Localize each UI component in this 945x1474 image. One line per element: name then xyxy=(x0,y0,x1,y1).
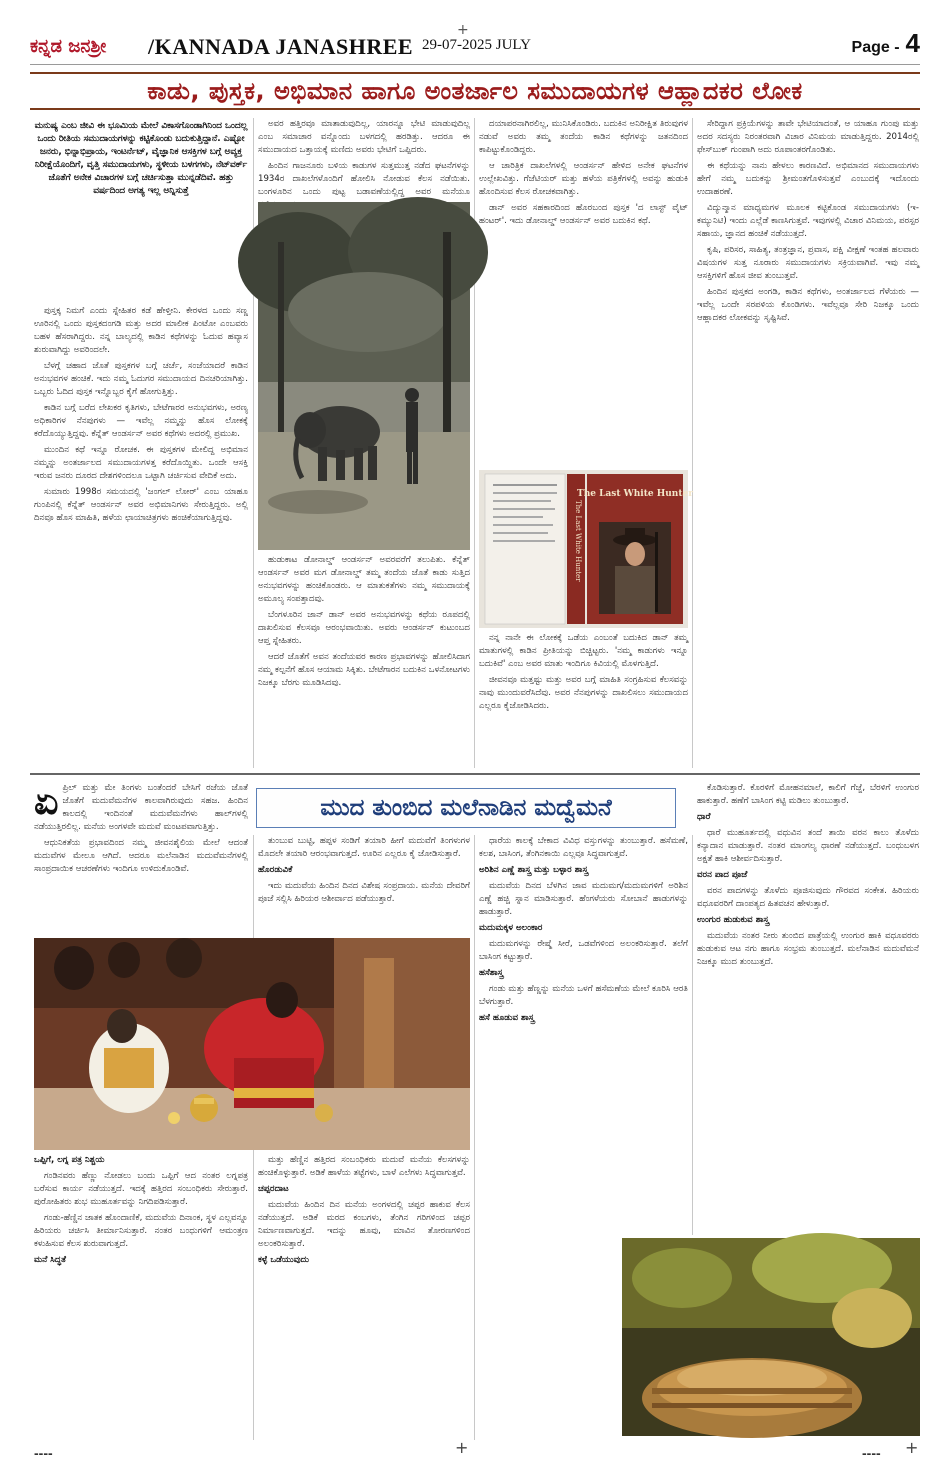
paragraph: ಮದುವೆಯ ಹಿಂದಿನ ದಿನ ಮನೆಯ ಅಂಗಳದಲ್ಲಿ ಚಪ್ಪರ ಹಾಕುವ ಕೆಲಸ ನಡೆಯುತ್ತದೆ. ಅಡಿಕೆ ಮರದ ಕಂಬಗಳು, ತೆಂಗಿನ ಗರಿಗಳಿಂದ ಚಪ್ಪರ ನಿರ್ಮಾಣವಾಗುತ್ತದೆ. ಇದನ್ನು ಹೂವು, ಮಾವಿನ ತೋರಣಗಳಿಂದ ಅಲಂಕರಿಸುತ್ತಾರೆ. xyxy=(258,1200,470,1249)
paragraph: ಡಾನ್ ಅವರ ಸಹಕಾರದಿಂದ ಹೊರಬಂದ ಪುಸ್ತಕ 'ದ ಲಾಸ್ಟ್ ವೈಟ್ ಹಂಟರ್'. ಇದು ಡೋನಾಲ್ಡ್ ಆಂಡರ್ಸನ್ ಅವರ ಬದುಕಿನ ಕಥೆ. xyxy=(479,203,688,226)
article1-column-2-top xyxy=(258,118,470,198)
paragraph-text: ಪ್ರಿಲ್ ಮತ್ತು ಮೇ ತಿಂಗಳು ಬಂತೆಂದರೆ ಬೇಸಿಗೆ ರಜೆಯ ಜೊತೆ ಜೊತೆಗೆ ಮದುವೆಮನೆಗಳ ಕಾಲವಾಗಿರುವುದು ಸಹಜ. ಹಿಂದಿನ ಕಾಲದಲ್ಲಿ ಇಂದಿನಂತೆ ಮದುವೆಮನೆಗಳು ಹಾಲ್‌ಗಳಲ್ಲಿ ನಡೆಯುತ್ತಿರಲಿಲ್ಲ. ಮನೆಯ ಅಂಗಳವೇ ಮದುವೆ ಮಂಟಪವಾಗುತ್ತಿತ್ತು. xyxy=(34,783,248,832)
book-cover-illustration xyxy=(479,470,693,628)
subheading: ಹೊರಡುವಿಕೆ xyxy=(258,865,293,875)
masthead-kannada-name: ಕನ್ನಡ ಜನಶ್ರೀ xyxy=(30,36,107,57)
elephant-forest-illustration xyxy=(258,202,470,550)
food-basket-photo xyxy=(622,1238,920,1436)
paragraph: ಮದುವೆಯ ದಿನದ ಬೆಳಗಿನ ಜಾವ ಮದುಮಗ/ಮದುಮಗಳಿಗೆ ಅರಿಶಿನ ಎಣ್ಣೆ ಹಚ್ಚಿ ಸ್ನಾನ ಮಾಡಿಸುತ್ತಾರೆ. ಹೆಂಗಳೆಯರು ಸೋಬಾನೆ ಹಾಡುಗಳನ್ನು ಹಾಡುತ್ತಾರೆ. xyxy=(479,881,688,917)
column-divider xyxy=(692,118,693,768)
paragraph: ಧಾರೆಯ ಕಾಲಕ್ಕೆ ಬೇಕಾದ ವಿವಿಧ ವಸ್ತುಗಳನ್ನು ತುಂಬುತ್ತಾರೆ. ಹಸೆಮಣೆ, ಕಲಶ, ಬಾಸಿಂಗ, ತೆಂಗಿನಕಾಯಿ ಎಲ್ಲವೂ ಸಿದ್ಧವಾಗುತ್ತವೆ. xyxy=(479,836,688,859)
paragraph: ಸುಮಾರು 1998ರ ಸಮಯದಲ್ಲಿ 'ಜಂಗಲ್ ಲೋರ್' ಎಂಬ ಯಾಹೂ ಗುಂಪಿನಲ್ಲಿ ಕೆನ್ನೆತ್ ಆಂಡರ್ಸನ್ ಅವರ ಅಭಿಮಾನಿಗಳು ಸೇರುತ್ತಿದ್ದರು. ಅಲ್ಲಿ ದಿನವೂ ಹೊಸ ಮಾಹಿತಿ, ಹಳೆಯ ಛಾಯಾಚಿತ್ರಗಳು ಹಂಚಿಕೆಯಾಗುತ್ತಿದ್ದವು. xyxy=(34,487,248,523)
paragraph: ಮತ್ತು ಹೆಣ್ಣಿನ ಹತ್ತಿರದ ಸಂಬಂಧಿಕರು ಮದುವೆ ಮನೆಯ ಕೆಲಸಗಳನ್ನು ಹಂಚಿಕೊಳ್ಳುತ್ತಾರೆ. ಅಡಿಕೆ ಹಾಳೆಯ ತಟ್ಟೆಗಳು, ಬಾಳೆ ಎಲೆಗಳು ಸಿದ್ಧವಾಗುತ್ತವೆ. xyxy=(258,1155,470,1178)
masthead-english-name xyxy=(148,34,413,60)
paragraph xyxy=(34,778,248,834)
page-label: Page - xyxy=(851,39,900,56)
paragraph: ಬೆಳಗ್ಗೆ ಚಹಾದ ಜೊತೆ ಪುಸ್ತಕಗಳ ಬಗ್ಗೆ ಚರ್ಚೆ, ಸಂಜೆಯಾದರೆ ಕಾಡಿನ ಅನುಭವಗಳ ಹಂಚಿಕೆ. ಇದು ನಮ್ಮ ಓದುಗರ ಸಮುದಾಯದ ದಿನಚರಿಯಾಗಿತ್ತು. ಒಬ್ಬರು ಓದಿದ ಪುಸ್ತಕ ಇನ್ನೊಬ್ಬರ ಕೈಗೆ ಹೋಗುತ್ತಿತ್ತು. xyxy=(34,361,248,397)
subheading: ಹಸೆ ಹೂಡುವ ಶಾಸ್ತ್ರ xyxy=(479,1013,535,1023)
paragraph: ವರನ ಪಾದಗಳನ್ನು ತೊಳೆದು ಪೂಜಿಸುವುದು ಗೌರವದ ಸಂಕೇತ. ಹಿರಿಯರು ವಧೂವರರಿಗೆ ದಾಂಪತ್ಯದ ಹಿತವಚನ ಹೇಳುತ್ತಾರೆ. xyxy=(697,886,919,909)
paragraph: ಬೆಂಗಳೂರಿನ ಜಾನ್ ಡಾನ್ ಅವರ ಅನುಭವಗಳನ್ನು ಕಥೆಯ ರೂಪದಲ್ಲಿ ದಾಖಲಿಸುವ ಕೆಲಸವೂ ಆರಂಭವಾಯಿತು. ಅವರು ಆಂಡರ್ಸನ್ ಕುಟುಂಬದ ಆಪ್ತ ಸ್ನೇಹಿತರು. xyxy=(258,610,470,646)
paragraph: ಹುಡುಕಾಟ ಡೋನಾಲ್ಡ್ ಆಂಡರ್ಸನ್ ಅವರವರೆಗೆ ತಲುಪಿತು. ಕೆನ್ನೆತ್ ಆಂಡರ್ಸನ್ ಅವರ ಮಗ ಡೋನಾಲ್ಡ್ ತಮ್ಮ ತಂದೆಯ ಜೊತೆ ಕಾಡು ಸುತ್ತಿದ ಅನುಭವಗಳನ್ನು ಹಂಚಿಕೊಂಡರು. ಆ ಮಾತುಕತೆಗಳು ನಮ್ಮ ಸಮುದಾಯಕ್ಕೆ ಅಮೂಲ್ಯ ಸಂಪತ್ತಾದವು. xyxy=(258,555,470,604)
paragraph: ದಯಾಪರನಾಗಿರಲಿಲ್ಲ, ಮುನಿಸಿಕೊಂಡಿರು. ಬದುಕಿನ ಅನಿರೀಕ್ಷಿತ ತಿರುವುಗಳ ನಡುವೆ ಅವರು ತಮ್ಮ ತಂದೆಯ ಕಾಡಿನ ಕಥೆಗಳನ್ನು ಜತನದಿಂದ ಕಾಪಿಟ್ಟುಕೊಂಡಿದ್ದರು. xyxy=(479,119,688,155)
column-divider xyxy=(474,118,475,768)
book-cover-image xyxy=(479,470,693,628)
subheading: ಕಳ್ಳೆ ಒಡೆಯುವುದು xyxy=(258,1255,309,1265)
paragraph: ಆ ಚಾರಿತ್ರಿಕ ದಾಖಲೆಗಳಲ್ಲಿ ಆಂಡರ್ಸನ್ ಹೇಳಿದ ಅನೇಕ ಘಟನೆಗಳ ಉಲ್ಲೇಖವಿತ್ತು. ಗೆಜೆಟಿಯರ್ ಮತ್ತು ಹಳೆಯ ಪತ್ರಿಕೆಗಳಲ್ಲಿ ಅವನ್ನು ಹುಡುಕಿ ಹೊಂದಿಸುವ ಕೆಲಸ ರೋಚಕವಾಗಿತ್ತು. xyxy=(479,161,688,197)
subheading: ಚಪ್ಪರದಾಟ xyxy=(258,1184,289,1194)
column-divider xyxy=(474,835,475,1440)
article2-title: ಮುದ ತುಂಬಿದ ಮಲೆನಾಡಿನ ಮದ್ವೆಮನೆ xyxy=(256,788,676,828)
paragraph: ಧಾರೆ ಮುಹೂರ್ತದಲ್ಲಿ ವಧುವಿನ ತಂದೆ ತಾಯಿ ವರನ ಕಾಲು ತೊಳೆದು ಕನ್ಯಾದಾನ ಮಾಡುತ್ತಾರೆ. ನಂತರ ಮಾಂಗಲ್ಯ ಧಾರಣೆ ನಡೆಯುತ್ತದೆ. ಬಂಧುಬಳಗ ಅಕ್ಷತೆ ಹಾಕಿ ಆಶೀರ್ವದಿಸುತ್ತಾರೆ. xyxy=(697,828,919,864)
paragraph: ಗಂಡು ಮತ್ತು ಹೆಣ್ಣನ್ನು ಮನೆಯ ಒಳಗೆ ಹಸೆಮಣೆಯ ಮೇಲೆ ಕೂರಿಸಿ ಆರತಿ ಬೆಳಗುತ್ತಾರೆ. xyxy=(479,984,688,1007)
paragraph: ಅವರ ಹತ್ತಿರವೂ ಮಾತಾಡುವುದಿಲ್ಲ, ಯಾರನ್ನೂ ಭೇಟಿ ಮಾಡುವುದಿಲ್ಲ ಎಂಬ ಸಮಾಚಾರ ವನ್ನೊಂದು ಬಳಗದಲ್ಲಿ ಹರಡಿತ್ತು. ಆದರೂ ಈ ಸಮುದಾಯದ ಒತ್ತಾಯಕ್ಕೆ ಮಣಿದು ಅವರು ಭೇಟಿಗೆ ಒಪ್ಪಿದರು. xyxy=(258,119,470,155)
article2-column-2-bottom xyxy=(258,1154,470,1436)
registration-mark-bottom: + xyxy=(455,1438,469,1457)
page-number: 4 xyxy=(905,28,920,58)
article1-column-1 xyxy=(34,305,248,765)
article2-column-4 xyxy=(697,782,919,1234)
paragraph: ತುಂಬುವ ಬುಟ್ಟಿ, ಹಪ್ಪಳ ಸಂಡಿಗೆ ತಯಾರಿ ಹೀಗೆ ಮದುವೆಗೆ ತಿಂಗಳುಗಳ ಮೊದಲೇ ತಯಾರಿ ಆರಂಭವಾಗುತ್ತದೆ. ಊರಿನ ಎಲ್ಲರೂ ಕೈ ಜೋಡಿಸುತ್ತಾರೆ. xyxy=(258,836,470,859)
issue-date: 29-07-2025 JULY xyxy=(422,37,531,53)
paragraph: ಮದುವೆಯ ನಂತರ ನೀರು ತುಂಬಿದ ಪಾತ್ರೆಯಲ್ಲಿ ಉಂಗುರ ಹಾಕಿ ವಧೂವರರು ಹುಡುಕುವ ಆಟ ನಗು ಹಾಗೂ ಸಂಭ್ರಮ ತುಂಬುತ್ತದೆ. ಮಲೆನಾಡಿನ ಮದುವೆಮನೆ ನಿಜಕ್ಕೂ ಮುದ ತುಂಬುತ್ತದೆ. xyxy=(697,931,919,967)
paragraph: ಗಂಡು-ಹೆಣ್ಣಿನ ಜಾತಕ ಹೊಂದಾಣಿಕೆ, ಮದುವೆಯ ದಿನಾಂಕ, ಸ್ಥಳ ಎಲ್ಲವನ್ನೂ ಹಿರಿಯರು ಚರ್ಚಿಸಿ ತೀರ್ಮಾನಿಸುತ್ತಾರೆ. ನಂತರ ಬಂಧುಗಳಿಗೆ ಆಮಂತ್ರಣ ಕಳುಹಿಸುವ ಕೆಲಸ ಶುರುವಾಗುತ್ತದೆ. xyxy=(34,1213,248,1249)
paragraph: ಮದುಮಗಳನ್ನು ರೇಷ್ಮೆ ಸೀರೆ, ಒಡವೆಗಳಿಂದ ಅಲಂಕರಿಸುತ್ತಾರೆ. ತಲೆಗೆ ಬಾಸಿಂಗ ಕಟ್ಟುತ್ತಾರೆ. xyxy=(479,939,688,962)
masthead-rule xyxy=(30,64,920,65)
paragraph: ಈ ಕಥೆಯನ್ನು ನಾನು ಹೇಳಲು ಕಾರಣವಿದೆ. ಅಭಿಮಾನದ ಸಮುದಾಯಗಳು ಹೇಗೆ ನಮ್ಮ ಬದುಕನ್ನು ಶ್ರೀಮಂತಗೊಳಿಸುತ್ತವೆ ಎಂಬುದಕ್ಕೆ ಇದೊಂದು ಉದಾಹರಣೆ. xyxy=(697,161,919,197)
wedding-ceremony-illustration xyxy=(34,938,470,1150)
column-divider xyxy=(253,118,254,768)
paragraph: ಕಾಡಿನ ಬಗ್ಗೆ ಬರೆದ ಲೇಖಕರ ಕೃತಿಗಳು, ಬೇಟೆಗಾರರ ಅನುಭವಗಳು, ಅರಣ್ಯ ಅಧಿಕಾರಿಗಳ ನೆನಪುಗಳು — ಇವೆಲ್ಲ ನಮ್ಮನ್ನು ಹೊಸ ಲೋಕಕ್ಕೆ ಕರೆದೊಯ್ಯುತ್ತಿದ್ದವು. ಕೆನ್ನೆತ್ ಆಂಡರ್ಸನ್ ಅವರ ಕಥೆಗಳು ಅದರಲ್ಲಿ ಪ್ರಮುಖ. xyxy=(34,403,248,439)
masthead-separator: / xyxy=(148,34,155,59)
page-indicator xyxy=(852,28,920,59)
elephant-forest-photo xyxy=(258,202,470,550)
article1-lead: ಮನುಷ್ಯ ಎಂಬ ಜೀವಿ ಈ ಭೂಮಿಯ ಮೇಲೆ ವಿಕಾಸಗೊಂಡಾಗಿನಿಂದ ಒಂದಲ್ಲ ಒಂದು ರೀತಿಯ ಸಮುದಾಯಗಳನ್ನು ಕಟ್ಟಿಕೊಂಡು ಬದುಕುತ್ತಿದ್ದಾನೆ. ಎಷ್ಟೋ ಜನರು, ಭಿನ್ನಾಭಿಪ್ರಾಯ, ಇಂಟರ್ನೆಟ್, ವೈಜ್ಞಾನಿಕ ಆಸಕ್ತಿಗಳ ಬಗ್ಗೆ ಅವ್ಯಕ್ತ ನಿರೀಕ್ಷೆಯೊಂದಿಗೆ, ವೃತ್ತಿ ಸಮುದಾಯಗಳು, ಸ್ಥಳೀಯ ಬಳಗಗಳು, ನೆಟ್‌ವರ್ಕ್ ಜೊತೆಗೆ ಅನೇಕ ವಿಚಾರಗಳ ಬಗ್ಗೆ ಚರ್ಚಿಸುತ್ತಾ ಮುನ್ನಡೆದಿವೆ. ಹತ್ತು ವರ್ಷದಿಂದ ಅಗತ್ಯ ಇಲ್ಲ ಅನ್ನಿಸುತ್ತೆ xyxy=(34,121,248,196)
subheading: ಅರಿಶಿನ ಎಣ್ಣೆ ಶಾಸ್ತ್ರ ಮತ್ತು ಬಳ್ಳಾರ ಶಾಸ್ತ್ರ xyxy=(479,865,589,875)
paragraph: ಪುಸ್ತಕ್ಕ ನಿಮಗೆ ಎಂದು ಸ್ನೇಹಿತರ ಕಡೆ ಹೇಳ್ತೀನಿ. ಕೇರಳದ ಒಂದು ಸಣ್ಣ ಊರಿನಲ್ಲಿ ಒಂದು ಪುಸ್ತಕದಂಗಡಿ ಮತ್ತು ಅದರ ಮಾಲೀಕ ಪಿಂಟೋ ಎಂಬವರು ಬಹಳ ಹೆಸರಾಗಿದ್ದರು. ನನ್ನ ಬಾಲ್ಯದಲ್ಲಿ ಕಾಡಿನ ಕಥೆಗಳನ್ನು ಓದುವ ಹವ್ಯಾಸ ಶುರುವಾಗಿದ್ದು ಅವರಿಂದಲೇ. xyxy=(34,306,248,355)
subheading: ವರನ ಪಾದ ಪೂಜೆ xyxy=(697,870,748,880)
article-separator xyxy=(30,773,920,775)
article2-column-1-top xyxy=(34,778,248,932)
wedding-ceremony-photo xyxy=(34,938,470,1150)
article2-column-1-bottom xyxy=(34,1154,248,1436)
masthead-english-text: KANNADA JANASHREE xyxy=(154,34,414,59)
paragraph: ಮುಂದಿನ ಕಥೆ ಇನ್ನೂ ರೋಚಕ. ಈ ಪುಸ್ತಕಗಳ ಮೇಲಿದ್ದ ಅಭಿಮಾನ ನಮ್ಮನ್ನು ಅಂತರ್ಜಾಲದ ಸಮುದಾಯಗಳತ್ತ ಕರೆದೊಯ್ದಿತು. ಒಂದೇ ಆಸಕ್ತಿ ಇರುವ ಜನರು ದೂರದ ದೇಶಗಳಿಂದಲೂ ಒಟ್ಟಾಗಿ ಚರ್ಚಿಸುವ ವೇದಿಕೆ ಅದು. xyxy=(34,445,248,481)
paragraph: ಜೀವನವೂ ಮತ್ತಷ್ಟು ಮತ್ತು ಅವರ ಬಗ್ಗೆ ಮಾಹಿತಿ ಸಂಗ್ರಹಿಸುವ ಕೆಲಸವನ್ನು ನಾವು ಮುಂದುವರೆಸಿದೆವು. ಅವರ ನೆನಪುಗಳನ್ನು ದಾಖಲಿಸಲು ಸಮುದಾಯದ ಎಲ್ಲರೂ ಕೈಜೋಡಿಸಿದರು. xyxy=(479,675,688,711)
article2-column-2-top xyxy=(258,835,470,935)
subheading: ಧಾರೆ xyxy=(697,812,711,822)
paragraph: ಹಿಂದಿನ ಗಾಜನೂರು ಬಳಿಯ ಕಾಡುಗಳ ಸುತ್ತಮುತ್ತ ನಡೆದ ಘಟನೆಗಳನ್ನು 1934ರ ದಾಖಲೆಗಳೊಂದಿಗೆ ಹೋಲಿಸಿ ನೋಡುವ ಕೆಲಸ ನಡೆಯಿತು. ಬಂಗಳೂರಿನ ಒಂದು ಪುಟ್ಟ ಬಡಾವಣೆಯಲ್ಲಿದ್ದ ಅವರ ಮನೆಯೂ xyxy=(258,161,470,197)
book-spine-title: The Last White Hunter xyxy=(574,500,582,582)
registration-mark-corner: + xyxy=(905,1438,919,1457)
paragraph: ಗಂಡಿನವರು ಹೆಣ್ಣು ನೋಡಲು ಬಂದು ಒಪ್ಪಿಗೆ ಆದ ನಂತರ ಲಗ್ನಪತ್ರ ಬರೆಸುವ ಕಾರ್ಯ ನಡೆಯುತ್ತದೆ. ಇದಕ್ಕೆ ಹತ್ತಿರದ ಸಂಬಂಧಿಕರು ಸೇರುತ್ತಾರೆ. ಪುರೋಹಿತರು ಶುಭ ಮುಹೂರ್ತವನ್ನು ನಿಗದಿಪಡಿಸುತ್ತಾರೆ. xyxy=(34,1171,248,1207)
paragraph: ಆಧುನಿಕತೆಯ ಪ್ರಭಾವದಿಂದ ನಮ್ಮ ಜೀವನಶೈಲಿಯ ಮೇಲೆ ಆದಂತೆ ಮದುವೆಗಳ ಮೇಲೂ ಆಗಿದೆ. ಆದರೂ ಮಲೆನಾಡಿನ ಮದುವೆಮನೆಗಳಲ್ಲಿ ಸಾಂಪ್ರದಾಯಿಕ ಆಚರಣೆಗಳು ಇಂದಿಗೂ ಉಳಿದುಕೊಂಡಿವೆ. xyxy=(34,838,248,874)
book-cover-title: The Last White Hunter xyxy=(577,489,693,499)
paragraph: ಹಿಂದಿನ ಪುಸ್ತಕದ ಅಂಗಡಿ, ಕಾಡಿನ ಕಥೆಗಳು, ಅಂತರ್ಜಾಲದ ಗೆಳೆಯರು — ಇವೆಲ್ಲ ಒಂದೇ ಸರಪಳಿಯ ಕೊಂಡಿಗಳು. ಇವೆಲ್ಲವೂ ಸೇರಿ ನಿಜಕ್ಕೂ ಒಂದು ಆಹ್ಲಾದಕರ ಲೋಕವನ್ನು ಸೃಷ್ಟಿಸಿವೆ. xyxy=(697,287,919,323)
paragraph: ಕೊಡಿಸುತ್ತಾರೆ. ಕೊರಳಿಗೆ ಮೋಹನಮಾಲೆ, ಕಾಲಿಗೆ ಗೆಜ್ಜೆ, ಬೆರಳಿಗೆ ಉಂಗುರ ಹಾಕುತ್ತಾರೆ. ಹಣೆಗೆ ಬಾಸಿಂಗ ಕಟ್ಟಿ ಮಡಿಲು ತುಂಬುತ್ತಾರೆ. xyxy=(697,783,919,806)
food-basket-illustration xyxy=(622,1238,920,1436)
article1-headline: ಕಾಡು, ಪುಸ್ತಕ, ಅಭಿಮಾನ ಹಾಗೂ ಅಂತರ್ಜಾಲ ಸಮುದಾಯಗಳ ಆಹ್ಲಾದಕರ ಲೋಕ xyxy=(30,72,920,110)
paragraph: ವಿದ್ಯುನ್ಮಾನ ಮಾಧ್ಯಮಗಳ ಮೂಲಕ ಕಟ್ಟಿಕೊಂಡ ಸಮುದಾಯಗಳು (ಇ-ಕಮ್ಯುನಿಟಿ) ಇಂದು ಎಲ್ಲೆಡೆ ಕಾಣಸಿಗುತ್ತವೆ. ಇವುಗಳಲ್ಲಿ ವಿಚಾರ ವಿನಿಮಯ, ಪರಸ್ಪರ ಸಹಾಯ, ಜ್ಞಾನದ ಹಂಚಿಕೆ ನಡೆಯುತ್ತದೆ. xyxy=(697,203,919,239)
dropcap: ಏ xyxy=(34,778,59,823)
paragraph: ಕೃಷಿ, ಪರಿಸರ, ಸಾಹಿತ್ಯ, ತಂತ್ರಜ್ಞಾನ, ಪ್ರವಾಸ, ಪಕ್ಷಿ ವೀಕ್ಷಣೆ ಇಂತಹ ಹಲವಾರು ವಿಷಯಗಳ ಸುತ್ತ ನೂರಾರು ಸಮುದಾಯಗಳು ಸಕ್ರಿಯವಾಗಿವೆ. ಇವು ನಮ್ಮ ಆಸಕ್ತಿಗಳಿಗೆ ಹೊಸ ಜೀವ ತುಂಬುತ್ತವೆ. xyxy=(697,245,919,281)
article1-column-4 xyxy=(697,118,919,766)
paragraph: ಇದು ಮದುವೆಯ ಹಿಂದಿನ ದಿನದ ವಿಶೇಷ ಸಂಪ್ರದಾಯ. ಮನೆಯ ದೇವರಿಗೆ ಪೂಜೆ ಸಲ್ಲಿಸಿ ಹಿರಿಯರ ಆಶೀರ್ವಾದ ಪಡೆಯುತ್ತಾರೆ. xyxy=(258,881,470,904)
article1-column-2-bottom xyxy=(258,554,470,766)
registration-mark-top: + xyxy=(457,22,469,38)
subheading: ಒಪ್ಪಿಗೆ, ಲಗ್ನ ಪತ್ರ ನಿಶ್ಚಯ xyxy=(34,1155,105,1165)
masthead xyxy=(30,28,920,62)
column-divider xyxy=(692,835,693,1235)
subheading: ಹಸೆಶಾಸ್ತ್ರ xyxy=(479,968,504,978)
footer-dash-left: ---- xyxy=(34,1445,53,1461)
article1-column-3-top xyxy=(479,118,688,466)
paragraph: ನನ್ನ ನಾನೇ ಈ ಲೋಕಕ್ಕೆ ಒಡೆಯ ಎಂಬಂತೆ ಬದುಕಿದ ಡಾನ್ ತಮ್ಮ ಮಾತುಗಳಲ್ಲಿ ಕಾಡಿನ ಪ್ರೀತಿಯನ್ನು ಬಿಚ್ಚಿಟ್ಟರು. 'ನಮ್ಮ ಕಾಡುಗಳು ಇನ್ನೂ ಬದುಕಿವೆ' ಎಂಬ ಅವರ ಮಾತು ಇಂದಿಗೂ ಕಿವಿಯಲ್ಲಿ ಮೊಳಗುತ್ತಿದೆ. xyxy=(479,633,688,669)
subheading: ಮನೆ ಸಿದ್ಧತೆ xyxy=(34,1255,66,1265)
subheading: ಮದುಮಕ್ಕಳ ಅಲಂಕಾರ xyxy=(479,923,543,933)
paragraph: ಆದರೆ ಜೊತೆಗೆ ಅವನ ತಂದೆಯವರ ಕಾರಣ ಪ್ರಭಾವಗಳನ್ನು ಹೋಲಿಸಿದಾಗ ನಮ್ಮ ಕಲ್ಪನೆಗೆ ಹೊಸ ಆಯಾಮ ಸಿಕ್ಕಿತು. ಬೇಟೆಗಾರನ ಬದುಕಿನ ಒಳನೋಟಗಳು ನಿಜಕ್ಕೂ ಬೆರಗು ಮೂಡಿಸಿದವು. xyxy=(258,652,470,688)
subheading: ಉಂಗುರ ಹುಡುಕುವ ಶಾಸ್ತ್ರ xyxy=(697,915,769,925)
footer-dash-right: ---- xyxy=(862,1445,881,1461)
article1-column-3-bottom xyxy=(479,632,688,766)
paragraph: ಸೇರಿದ್ದಾಗ ಪ್ರಕ್ರಿಯೆಗಳನ್ನು ತಾವೇ ಭೇಟಿಯಾದಂತೆ, ಆ ಯಾಹೂ ಗುಂಪು ಮತ್ತು ಅದರ ಸದಸ್ಯರು ನಿರಂತರವಾಗಿ ವಿಚಾರ ವಿನಿಮಯ ಮಾಡುತ್ತಿದ್ದರು. 2014ರಲ್ಲಿ ಫೇಸ್‌ಬುಕ್ ಗುಂಪಾಗಿ ಅದು ರೂಪಾಂತರಗೊಂಡಿತು. xyxy=(697,119,919,155)
